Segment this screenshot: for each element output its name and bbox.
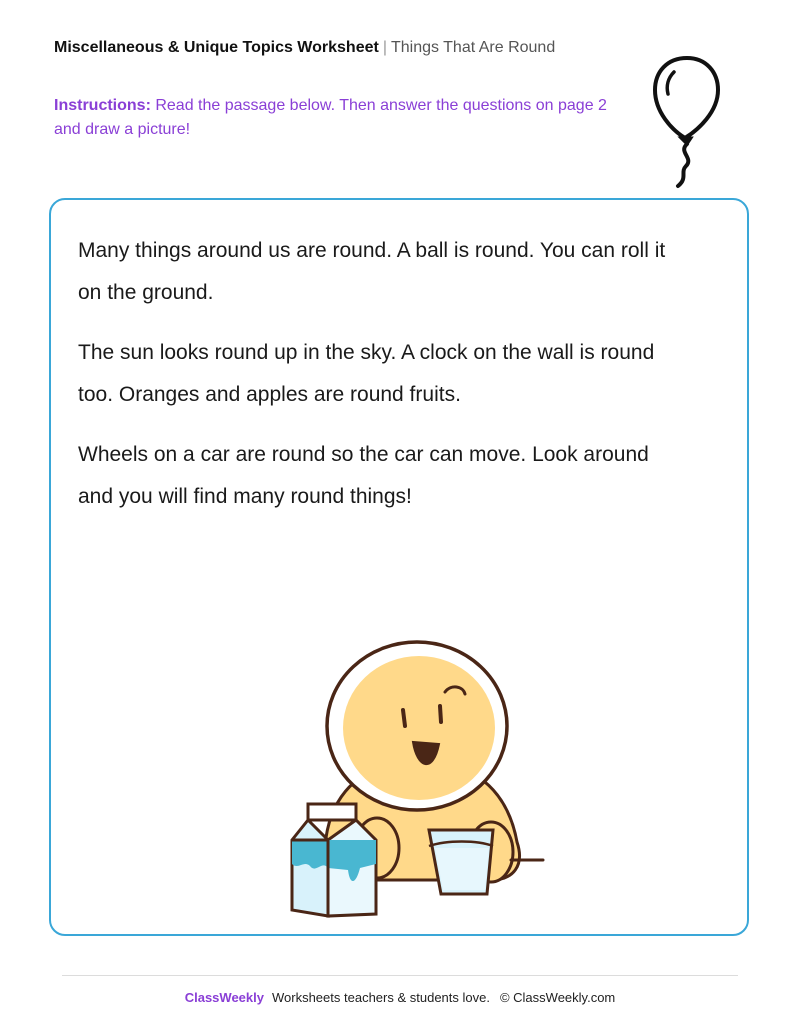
instructions-text: Read the passage below. Then answer the questions on page 2 and draw a picture! bbox=[54, 97, 607, 138]
character-eye-right bbox=[440, 706, 441, 722]
footer bbox=[0, 989, 800, 1007]
character-eye-left bbox=[403, 710, 405, 726]
passage bbox=[78, 230, 678, 536]
worksheet-subtitle: Things That Are Round bbox=[390, 39, 556, 56]
footer-brand: ClassWeekly bbox=[184, 990, 264, 1005]
footer-divider bbox=[62, 975, 738, 976]
header-separator: | bbox=[382, 39, 387, 56]
instructions-label: Instructions: bbox=[54, 97, 151, 114]
passage-paragraph-1: Many things around us are round. A ball is round. You can roll it on the ground. bbox=[78, 239, 666, 304]
worksheet-title: Miscellaneous & Unique Topics Worksheet bbox=[54, 39, 379, 56]
passage-paragraph-2: The sun looks round up in the sky. A clock on the wall is round too. Oranges and apples are round fruits. bbox=[78, 341, 655, 406]
instructions bbox=[54, 94, 624, 142]
passage-box bbox=[49, 198, 749, 936]
footer-tagline: Worksheets teachers & students love. bbox=[271, 990, 490, 1005]
balloon-icon bbox=[648, 54, 726, 190]
footer-copyright: © ClassWeekly.com bbox=[499, 990, 616, 1005]
character-with-milk-illustration bbox=[257, 634, 557, 924]
passage-paragraph-3: Wheels on a car are round so the car can move. Look around and you will find many round things! bbox=[78, 443, 649, 508]
worksheet-header bbox=[54, 38, 555, 58]
